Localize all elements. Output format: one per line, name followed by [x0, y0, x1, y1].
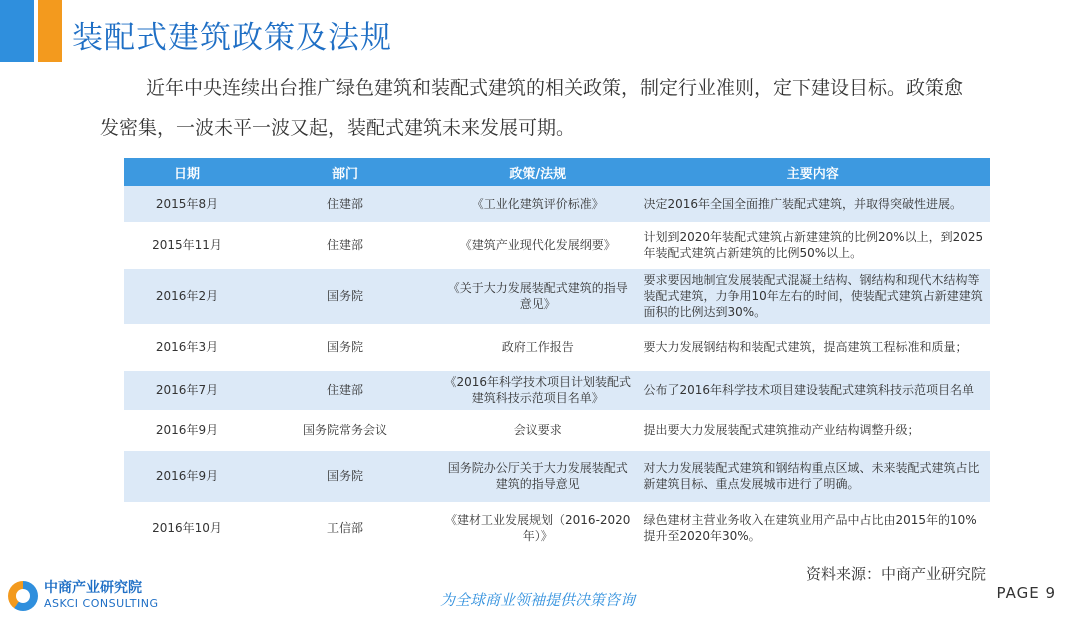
- table-row: [124, 324, 990, 370]
- cell-department: 国务院常务会议: [250, 410, 440, 450]
- table-row: [124, 268, 990, 324]
- table-row: [124, 410, 990, 450]
- accent-bar-orange: [38, 0, 62, 62]
- cell-policy: 《关于大力发展装配式建筑的指导意见》: [440, 268, 635, 324]
- table-row: [124, 222, 990, 268]
- logo-icon: [8, 581, 38, 611]
- cell-content: 要求要因地制宜发展装配式混凝土结构、钢结构和现代木结构等装配式建筑，力争用10年左右的时间，使装配式建筑占新建建筑面积的比例达到30%。: [635, 268, 990, 324]
- table-row: [124, 186, 990, 222]
- intro-paragraph: 近年中央连续出台推广绿色建筑和装配式建筑的相关政策，制定行业准则，定下建设目标。政策愈发密集，一波未平一波又起，装配式建筑未来发展可期。: [100, 77, 964, 139]
- cell-content: 计划到2020年装配式建筑占新建建筑的比例20%以上，到2025年装配式建筑占新建筑的比例50%以上。: [635, 222, 990, 268]
- cell-department: 住建部: [250, 370, 440, 410]
- cell-department: 国务院: [250, 450, 440, 502]
- cell-date: 2016年9月: [124, 450, 250, 502]
- cell-policy: 《2016年科学技术项目计划装配式建筑科技示范项目名单》: [440, 370, 635, 410]
- cell-department: 国务院: [250, 268, 440, 324]
- logo-name-cn: 中商产业研究院: [44, 580, 142, 596]
- cell-policy: 《建筑产业现代化发展纲要》: [440, 222, 635, 268]
- cell-policy: 政府工作报告: [440, 324, 635, 370]
- cell-date: 2016年2月: [124, 268, 250, 324]
- table-header-row: [124, 158, 990, 186]
- slogan: 为全球商业领袖提供决策咨询: [440, 591, 636, 609]
- column-header-date: 日期: [124, 158, 250, 186]
- cell-content: 要大力发展钢结构和装配式建筑，提高建筑工程标准和质量；: [635, 324, 990, 370]
- column-header-content: 主要内容: [635, 158, 990, 186]
- cell-content: 决定2016年全国全面推广装配式建筑，并取得突破性进展。: [635, 186, 990, 222]
- cell-content: 提出要大力发展装配式建筑推动产业结构调整升级；: [635, 410, 990, 450]
- cell-date: 2016年7月: [124, 370, 250, 410]
- cell-date: 2015年8月: [124, 186, 250, 222]
- cell-department: 住建部: [250, 222, 440, 268]
- page-number: PAGE 9: [996, 584, 1056, 602]
- cell-date: 2016年9月: [124, 410, 250, 450]
- policy-table: [124, 158, 990, 555]
- cell-department: 工信部: [250, 502, 440, 554]
- column-header-department: 部门: [250, 158, 440, 186]
- cell-date: 2015年11月: [124, 222, 250, 268]
- cell-policy: 会议要求: [440, 410, 635, 450]
- table-row: [124, 370, 990, 410]
- table-row: [124, 450, 990, 502]
- logo-name-en: ASKCI CONSULTING: [44, 597, 159, 610]
- cell-department: 国务院: [250, 324, 440, 370]
- cell-policy: 国务院办公厅关于大力发展装配式建筑的指导意见: [440, 450, 635, 502]
- table-row: [124, 502, 990, 554]
- cell-date: 2016年10月: [124, 502, 250, 554]
- cell-content: 公布了2016年科学技术项目建设装配式建筑科技示范项目名单: [635, 370, 990, 410]
- company-logo: [8, 581, 158, 611]
- cell-content: 绿色建材主营业务收入在建筑业用产品中占比由2015年的10%提升至2020年30%。: [635, 502, 990, 554]
- logo-text: [44, 581, 158, 611]
- cell-policy: 《工业化建筑评价标准》: [440, 186, 635, 222]
- data-source: 资料来源：中商产业研究院: [805, 565, 986, 583]
- page-title: 装配式建筑政策及法规: [72, 20, 392, 56]
- cell-content: 对大力发展装配式建筑和钢结构重点区域、未来装配式建筑占比新建筑目标、重点发展城市进行了明确。: [635, 450, 990, 502]
- accent-bar-blue: [0, 0, 34, 62]
- cell-policy: 《建材工业发展规划（2016-2020年）》: [440, 502, 635, 554]
- cell-department: 住建部: [250, 186, 440, 222]
- column-header-policy: 政策/法规: [440, 158, 635, 186]
- cell-date: 2016年3月: [124, 324, 250, 370]
